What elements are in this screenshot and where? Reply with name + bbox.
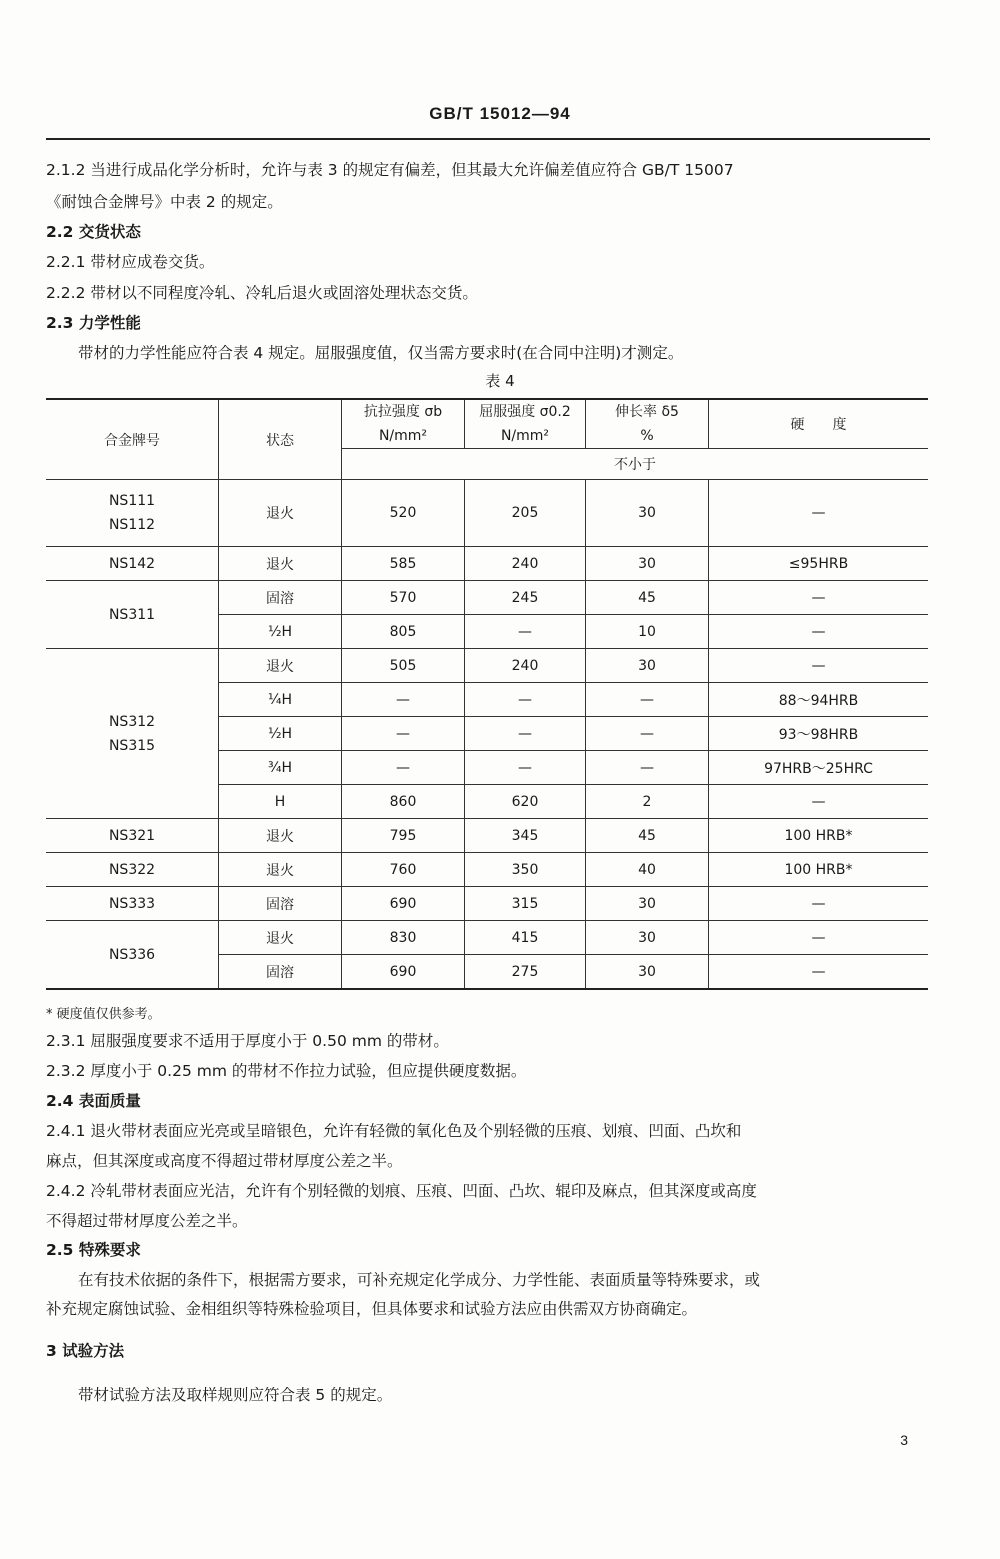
state-cell: ½H bbox=[219, 615, 342, 649]
section-2-2-heading: 2.2 交货状态 bbox=[46, 223, 141, 241]
clause-2-5-line1: 在有技术依据的条件下，根据需方要求，可补充规定化学成分、力学性能、表面质量等特殊要求，或 bbox=[78, 1271, 761, 1289]
elongation-cell: 30 bbox=[586, 887, 709, 921]
hardness-cell: — bbox=[709, 955, 929, 990]
alloy-name: NS315 bbox=[108, 737, 156, 754]
alloy-name: NS111 bbox=[108, 493, 156, 509]
clause-2-3-1: 2.3.1 屈服强度要求不适用于厚度小于 0.50 mm 的带材。 bbox=[46, 1032, 449, 1050]
yield-cell: 245 bbox=[465, 581, 586, 615]
elongation-cell: — bbox=[586, 717, 709, 751]
state-cell: ½H bbox=[219, 717, 342, 751]
clause-2-2-2: 2.2.2 带材以不同程度冷轧、冷轧后退火或固溶处理状态交货。 bbox=[46, 284, 478, 302]
state-cell: 退火 bbox=[219, 547, 342, 581]
hardness-cell: — bbox=[709, 785, 929, 819]
alloy-cell: NS322 bbox=[108, 861, 156, 878]
section-3-heading: 3 试验方法 bbox=[46, 1342, 125, 1360]
hardness-cell: 100 HRB* bbox=[709, 853, 929, 887]
tensile-cell: 805 bbox=[342, 615, 465, 649]
standard-number-header: GB/T 15012—94 bbox=[429, 104, 571, 123]
hardness-cell: 97HRB～25HRC bbox=[709, 751, 929, 785]
elongation-cell: 10 bbox=[586, 615, 709, 649]
elongation-cell: 30 bbox=[586, 547, 709, 581]
alloy-name: NS112 bbox=[108, 517, 156, 533]
yield-cell: 315 bbox=[465, 887, 586, 921]
elongation-cell: 45 bbox=[586, 819, 709, 853]
tensile-label: 抗拉强度 σb bbox=[363, 404, 443, 420]
state-cell: H bbox=[219, 785, 342, 819]
elongation-cell: 30 bbox=[586, 921, 709, 955]
col-header-tensile bbox=[342, 399, 465, 448]
tensile-cell: 505 bbox=[342, 649, 465, 683]
hardness-cell: — bbox=[709, 887, 929, 921]
clause-2-5-line2: 补充规定腐蚀试验、金相组织等特殊检验项目，但具体要求和试验方法应由供需双方协商确定。 bbox=[46, 1300, 698, 1318]
hardness-cell: 100 HRB* bbox=[709, 819, 929, 853]
hardness-cell: — bbox=[709, 921, 929, 955]
tensile-cell: 520 bbox=[342, 480, 465, 547]
col-header-state: 状态 bbox=[219, 399, 342, 480]
yield-cell: 205 bbox=[465, 480, 586, 547]
section-2-3-heading: 2.3 力学性能 bbox=[46, 314, 141, 332]
tensile-cell: 860 bbox=[342, 785, 465, 819]
clause-2-2-1: 2.2.1 带材应成卷交货。 bbox=[46, 253, 215, 271]
state-cell: 退火 bbox=[219, 649, 342, 683]
yield-cell: 345 bbox=[465, 819, 586, 853]
elongation-cell: 30 bbox=[586, 955, 709, 990]
elongation-unit: % bbox=[640, 428, 654, 444]
yield-cell: 240 bbox=[465, 649, 586, 683]
alloy-cell: NS311 bbox=[46, 581, 219, 649]
table-4-caption: 表 4 bbox=[485, 372, 515, 390]
elongation-cell: — bbox=[586, 751, 709, 785]
alloy-name: NS312 bbox=[108, 713, 156, 730]
page-number: 3 bbox=[900, 1432, 908, 1448]
state-cell: 退火 bbox=[219, 819, 342, 853]
col-header-elongation bbox=[586, 399, 709, 448]
col-header-alloy: 合金牌号 bbox=[104, 432, 160, 449]
clause-2-4-1-line2: 麻点，但其深度或高度不得超过带材厚度公差之半。 bbox=[46, 1152, 403, 1170]
yield-cell: — bbox=[465, 751, 586, 785]
clause-2-3-2: 2.3.2 厚度小于 0.25 mm 的带材不作拉力试验，但应提供硬度数据。 bbox=[46, 1062, 527, 1080]
tensile-cell: 690 bbox=[342, 955, 465, 990]
yield-cell: — bbox=[465, 717, 586, 751]
tensile-cell: 690 bbox=[342, 887, 465, 921]
hardness-cell: — bbox=[709, 581, 929, 615]
tensile-cell: 830 bbox=[342, 921, 465, 955]
section-2-4-heading: 2.4 表面质量 bbox=[46, 1092, 141, 1110]
elongation-cell: 45 bbox=[586, 581, 709, 615]
hardness-cell: — bbox=[709, 615, 929, 649]
state-cell: 退火 bbox=[219, 853, 342, 887]
col-header-yield bbox=[465, 399, 586, 448]
yield-cell: — bbox=[465, 683, 586, 717]
alloy-cell: NS142 bbox=[108, 555, 156, 572]
hardness-cell: — bbox=[709, 649, 929, 683]
state-cell: ¾H bbox=[219, 751, 342, 785]
tensile-cell: 760 bbox=[342, 853, 465, 887]
tensile-cell: 795 bbox=[342, 819, 465, 853]
yield-cell: 275 bbox=[465, 955, 586, 990]
col-header-hardness: 硬 度 bbox=[709, 399, 929, 448]
yield-cell: 240 bbox=[465, 547, 586, 581]
tensile-unit: N/mm² bbox=[378, 428, 428, 444]
clause-2-3-text: 带材的力学性能应符合表 4 规定。屈服强度值，仅当需方要求时(在合同中注明)才测定。 bbox=[78, 344, 684, 362]
tensile-cell: — bbox=[342, 751, 465, 785]
alloy-cell bbox=[46, 649, 219, 819]
alloy-cell bbox=[46, 480, 219, 547]
state-cell: 固溶 bbox=[219, 581, 342, 615]
yield-cell: 415 bbox=[465, 921, 586, 955]
yield-unit: N/mm² bbox=[500, 428, 550, 444]
hardness-cell: 88～94HRB bbox=[709, 683, 929, 717]
hardness-cell: — bbox=[709, 480, 929, 547]
alloy-cell: NS336 bbox=[108, 946, 156, 963]
clause-2-4-2-line1: 2.4.2 冷轧带材表面应光洁，允许有个别轻微的划痕、压痕、凹面、凸坎、辊印及麻点，但其深度或高度 bbox=[46, 1182, 757, 1200]
state-cell: 固溶 bbox=[219, 887, 342, 921]
elongation-cell: 30 bbox=[586, 480, 709, 547]
clause-2-1-2-line1: 2.1.2 当进行成品化学分析时，允许与表 3 的规定有偏差，但其最大允许偏差值应符合 GB/T 15007 bbox=[46, 161, 734, 179]
elongation-cell: — bbox=[586, 683, 709, 717]
section-2-5-heading: 2.5 特殊要求 bbox=[46, 1241, 141, 1259]
clause-2-4-1-line1: 2.4.1 退火带材表面应光亮或呈暗银色，允许有轻微的氧化色及个别轻微的压痕、划痕、凹面、凸坎和 bbox=[46, 1122, 742, 1140]
clause-2-4-2-line2: 不得超过带材厚度公差之半。 bbox=[46, 1212, 248, 1230]
state-cell: 固溶 bbox=[219, 955, 342, 990]
elongation-cell: 2 bbox=[586, 785, 709, 819]
tensile-cell: — bbox=[342, 683, 465, 717]
yield-label: 屈服强度 σ0.2 bbox=[479, 404, 571, 420]
tensile-cell: 570 bbox=[342, 581, 465, 615]
hardness-cell: 93～98HRB bbox=[709, 717, 929, 751]
elongation-label: 伸长率 δ5 bbox=[615, 404, 679, 420]
not-less-than-label: 不小于 bbox=[342, 449, 929, 480]
elongation-cell: 30 bbox=[586, 649, 709, 683]
state-cell: 退火 bbox=[219, 921, 342, 955]
tensile-cell: — bbox=[342, 717, 465, 751]
state-cell: ¼H bbox=[219, 683, 342, 717]
alloy-cell: NS321 bbox=[108, 827, 156, 844]
tensile-cell: 585 bbox=[342, 547, 465, 581]
elongation-cell: 40 bbox=[586, 853, 709, 887]
table-footnote: * 硬度值仅供参考。 bbox=[46, 1007, 161, 1022]
state-cell: 退火 bbox=[219, 480, 342, 547]
hardness-cell: ≤95HRB bbox=[709, 547, 929, 581]
yield-cell: — bbox=[465, 615, 586, 649]
yield-cell: 620 bbox=[465, 785, 586, 819]
alloy-cell: NS333 bbox=[108, 895, 156, 912]
clause-3-text: 带材试验方法及取样规则应符合表 5 的规定。 bbox=[78, 1386, 393, 1404]
header-divider bbox=[46, 138, 930, 140]
clause-2-1-2-line2: 《耐蚀合金牌号》中表 2 的规定。 bbox=[46, 193, 283, 211]
yield-cell: 350 bbox=[465, 853, 586, 887]
mechanical-properties-table bbox=[46, 398, 928, 990]
